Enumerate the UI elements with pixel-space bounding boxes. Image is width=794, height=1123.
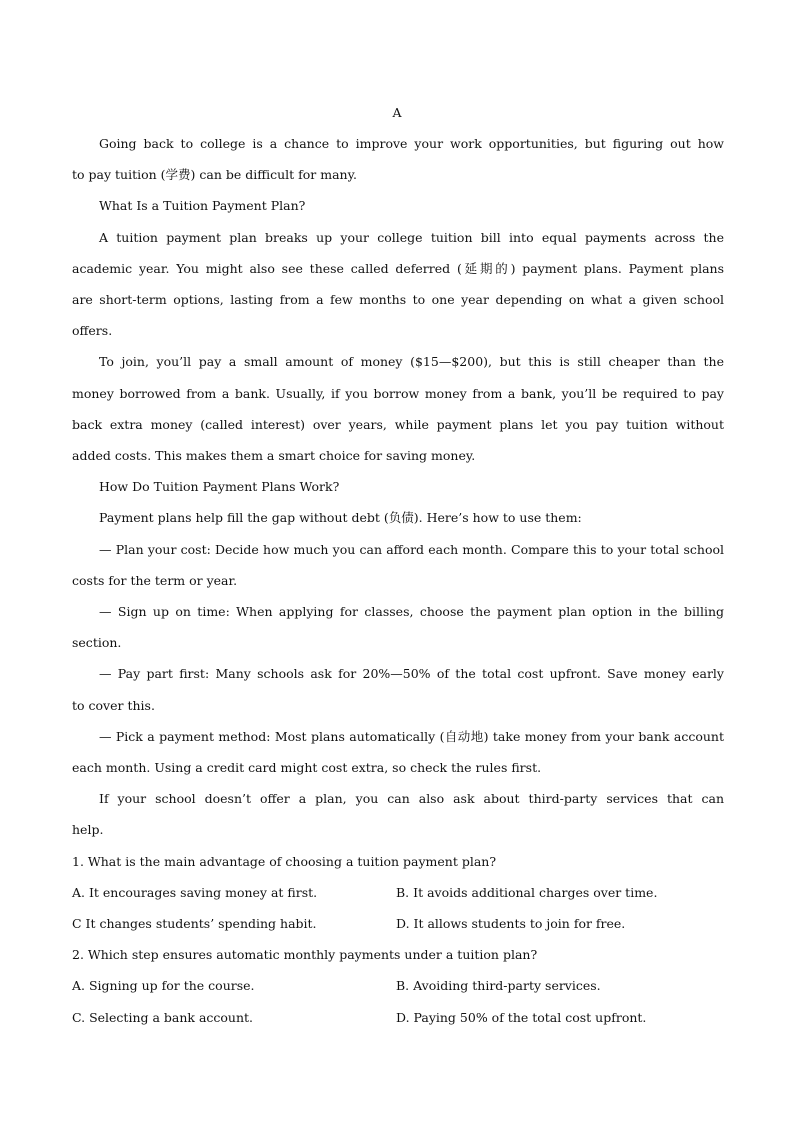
question-stem: 2. Which step ensures automatic monthly payments under a tuition plan? [72, 947, 538, 962]
paragraph-line: money borrowed from a bank. Usually, if you borrow money from a bank, you’ll be required to pay [72, 386, 724, 401]
option-b: B. It avoids additional charges over time. [396, 885, 658, 900]
paragraph-line: If your school doesn’t offer a plan, you can also ask about third-party services that can [99, 791, 724, 806]
bullet-line: costs for the term or year. [72, 573, 238, 588]
paragraph-line: academic year. You might also see these called deferred (延期的) payment plans. Payment plans [72, 261, 724, 276]
option-c: C. Selecting a bank account. [72, 1010, 254, 1025]
bullet-line: — Plan your cost: Decide how much you can afford each month. Compare this to your total school [99, 542, 724, 557]
bullet-line: — Sign up on time: When applying for classes, choose the payment plan option in the billing [99, 604, 724, 619]
option-b: B. Avoiding third-party services. [396, 978, 601, 993]
bullet-line: to cover this. [72, 698, 155, 713]
question-stem: 1. What is the main advantage of choosing a tuition payment plan? [72, 854, 497, 869]
paragraph-line: Payment plans help fill the gap without debt (负债). Here’s how to use them: [99, 510, 582, 525]
option-c: C It changes students’ spending habit. [72, 916, 317, 931]
bullet-line: — Pay part first: Many schools ask for 20%—50% of the total cost upfront. Save money early [99, 666, 724, 681]
option-a: A. It encourages saving money at first. [72, 885, 318, 900]
paragraph-line: Going back to college is a chance to improve your work opportunities, but figuring out how [99, 136, 724, 151]
passage-label: A [392, 105, 402, 120]
bullet-line: section. [72, 635, 122, 650]
option-a: A. Signing up for the course. [72, 978, 255, 993]
paragraph-line: back extra money (called interest) over years, while payment plans let you pay tuition without [72, 417, 724, 432]
bullet-line: each month. Using a credit card might cost extra, so check the rules first. [72, 760, 542, 775]
paragraph-line: to pay tuition (学费) can be difficult for many. [72, 167, 357, 182]
paragraph-line: To join, you’ll pay a small amount of money ($15—$200), but this is still cheaper than the [99, 354, 724, 369]
option-d: D. It allows students to join for free. [396, 916, 626, 931]
section-heading: How Do Tuition Payment Plans Work? [99, 479, 340, 494]
paragraph-line: added costs. This makes them a smart choice for saving money. [72, 448, 476, 463]
paragraph-line: offers. [72, 323, 113, 338]
option-d: D. Paying 50% of the total cost upfront. [396, 1010, 647, 1025]
section-heading: What Is a Tuition Payment Plan? [99, 198, 306, 213]
paragraph-line: are short-term options, lasting from a few months to one year depending on what a given school [72, 292, 724, 307]
paragraph-line: A tuition payment plan breaks up your college tuition bill into equal payments across the [99, 230, 724, 245]
paragraph-line: help. [72, 822, 104, 837]
bullet-line: — Pick a payment method: Most plans automatically (自动地) take money from your bank account [99, 729, 724, 744]
